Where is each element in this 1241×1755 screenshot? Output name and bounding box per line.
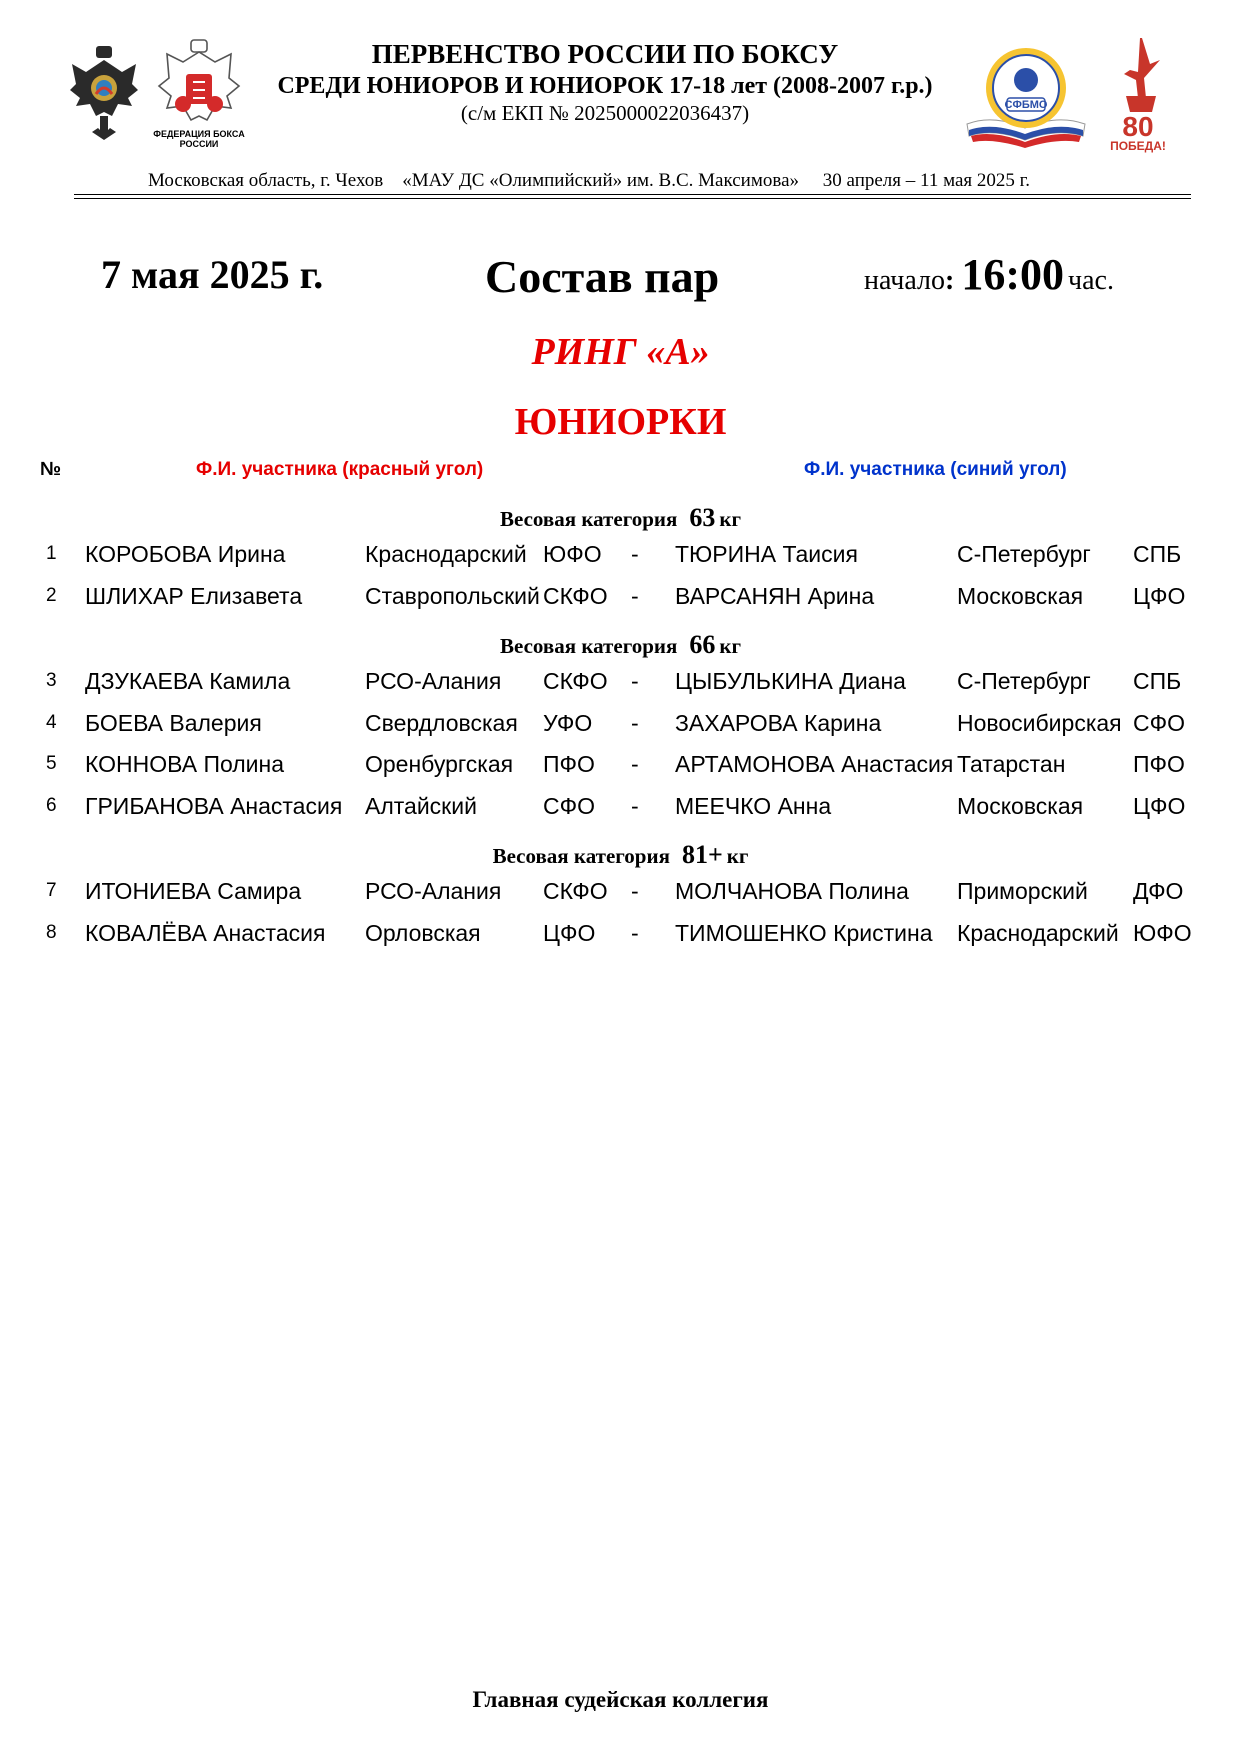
- blue-boxer-district: СПБ: [1133, 541, 1182, 567]
- bout-number: 2: [46, 585, 57, 606]
- sfbmo-emblem-logo: [963, 44, 1089, 148]
- blue-boxer-region: С-Петербург: [957, 541, 1091, 567]
- blue-boxer-name: ЦЫБУЛЬКИНА Диана: [675, 668, 906, 694]
- bout-row: [0, 581, 1241, 611]
- red-boxer-district: УФО: [543, 710, 593, 736]
- weight-category-label: Весовая категория: [499, 507, 678, 531]
- blue-boxer-name: МОЛЧАНОВА Полина: [675, 878, 909, 904]
- red-boxer-district: ПФО: [543, 751, 595, 777]
- bout-number: 1: [46, 543, 57, 564]
- red-boxer-region: РСО-Алания: [365, 668, 502, 694]
- bout-separator: -: [631, 878, 639, 904]
- column-header-red-corner: Ф.И. участника (красный угол): [196, 459, 484, 480]
- red-boxer-name: ГРИБАНОВА Анастасия: [85, 793, 343, 819]
- weight-category-value: 66: [689, 630, 716, 659]
- red-boxer-district: ЮФО: [543, 541, 602, 567]
- victory-logo-number: 80: [1122, 111, 1154, 142]
- start-time: 16:00: [961, 250, 1065, 299]
- bout-row: [0, 666, 1241, 696]
- session-date: 7 мая 2025 г.: [101, 252, 324, 297]
- blue-boxer-district: СФО: [1133, 710, 1185, 736]
- red-boxer-name: КОРОБОВА Ирина: [85, 541, 286, 567]
- blue-boxer-district: ЦФО: [1133, 583, 1186, 609]
- venue-line: Московская область, г. Чехов «МАУ ДС «Олимпийский» им. В.С. Максимова» 30 апреля – 11 мая 2025 г.: [148, 170, 1031, 191]
- start-time-block: начало: 16:00 час.: [864, 250, 1114, 299]
- victory-logo-text: ПОБЕДА!: [1110, 139, 1166, 153]
- bout-separator: -: [631, 583, 639, 609]
- chief-judges-panel: Главная судейская коллегия: [472, 1687, 769, 1712]
- start-label: начало: [864, 265, 946, 296]
- blue-boxer-name: ТИМОШЕНКО Кристина: [675, 920, 933, 946]
- blue-boxer-name: ТЮРИНА Таисия: [675, 541, 858, 567]
- bout-number: 8: [46, 922, 57, 943]
- blue-boxer-name: ЗАХАРОВА Карина: [675, 710, 882, 736]
- bout-separator: -: [631, 920, 639, 946]
- red-boxer-region: Орловская: [365, 920, 481, 946]
- bout-separator: -: [631, 710, 639, 736]
- red-boxer-name: КОВАЛЁВА Анастасия: [85, 920, 326, 946]
- document-title: Состав пар: [485, 251, 720, 302]
- victory-80-logo: [1100, 34, 1182, 154]
- red-boxer-district: СФО: [543, 793, 595, 819]
- red-boxer-district: СКФО: [543, 668, 608, 694]
- federation-logo-caption: ФЕДЕРАЦИЯ БОКСА РОССИИ: [153, 129, 245, 149]
- weight-category-heading: [0, 840, 1241, 874]
- weight-category-heading: [0, 503, 1241, 537]
- header-divider: [74, 194, 1191, 195]
- red-boxer-region: Ставропольский: [365, 583, 540, 609]
- weight-category-heading: [0, 630, 1241, 664]
- red-boxer-district: СКФО: [543, 878, 608, 904]
- ring-label: РИНГ «А»: [531, 331, 710, 373]
- red-boxer-region: Свердловская: [365, 710, 518, 736]
- weight-category-value: 63: [689, 503, 716, 532]
- bout-row: [0, 876, 1241, 906]
- blue-boxer-region: Московская: [957, 793, 1084, 819]
- start-unit: час.: [1068, 265, 1114, 296]
- red-boxer-district: ЦФО: [543, 920, 596, 946]
- red-boxer-region: Оренбургская: [365, 751, 514, 777]
- blue-boxer-region: С-Петербург: [957, 668, 1091, 694]
- bout-row: [0, 749, 1241, 779]
- red-boxer-name: БОЕВА Валерия: [85, 710, 262, 736]
- blue-boxer-name: ВАРСАНЯН Арина: [675, 583, 875, 609]
- bout-number: 4: [46, 712, 57, 733]
- bout-number: 5: [46, 753, 57, 774]
- ministry-sport-emblem-logo: [66, 42, 142, 142]
- red-boxer-name: КОННОВА Полина: [85, 751, 285, 777]
- header-divider-thin: [74, 198, 1191, 199]
- bout-row: [0, 708, 1241, 738]
- group-label: ЮНИОРКИ: [514, 401, 727, 443]
- red-boxer-name: ИТОНИЕВА Самира: [85, 878, 302, 904]
- bout-separator: -: [631, 541, 639, 567]
- bout-separator: -: [631, 668, 639, 694]
- bout-row: [0, 539, 1241, 569]
- weight-category-value: 81+: [681, 840, 723, 869]
- championship-title: ПЕРВЕНСТВО РОССИИ ПО БОКСУ: [371, 39, 839, 69]
- weight-category-label: Весовая категория: [499, 634, 678, 658]
- blue-boxer-region: Новосибирская: [957, 710, 1122, 736]
- weight-category-label: Весовая категория: [492, 844, 670, 868]
- column-header-number: №: [40, 459, 62, 480]
- blue-boxer-district: СПБ: [1133, 668, 1182, 694]
- weight-category-unit: кг: [719, 634, 741, 658]
- bout-number: 6: [46, 795, 57, 816]
- blue-boxer-district: ЮФО: [1133, 920, 1192, 946]
- bout-row: [0, 918, 1241, 948]
- column-header-blue-corner: Ф.И. участника (синий угол): [804, 459, 1067, 480]
- weight-category-unit: кг: [726, 844, 749, 868]
- red-boxer-name: ДЗУКАЕВА Камила: [85, 668, 291, 694]
- blue-boxer-district: ЦФО: [1133, 793, 1186, 819]
- blue-boxer-name: МЕЕЧКО Анна: [675, 793, 832, 819]
- bout-row: [0, 791, 1241, 821]
- blue-boxer-region: Приморский: [957, 878, 1088, 904]
- red-boxer-region: Алтайский: [365, 793, 477, 819]
- red-boxer-region: Краснодарский: [365, 541, 527, 567]
- championship-subtitle: СРЕДИ ЮНИОРОВ И ЮНИОРОК 17-18 лет (2008-2007 г.р.): [277, 73, 933, 99]
- blue-boxer-district: ДФО: [1133, 878, 1184, 904]
- red-boxer-region: РСО-Алания: [365, 878, 502, 904]
- blue-boxer-name: АРТАМОНОВА Анастасия: [675, 751, 954, 777]
- blue-boxer-region: Московская: [957, 583, 1084, 609]
- ekp-number: (с/м ЕКП № 2025000022036437): [460, 101, 750, 125]
- sfbmo-logo-text: СФБМО: [1004, 99, 1048, 111]
- bout-number: 3: [46, 670, 57, 691]
- blue-boxer-district: ПФО: [1133, 751, 1185, 777]
- blue-boxer-region: Краснодарский: [957, 920, 1119, 946]
- red-boxer-district: СКФО: [543, 583, 608, 609]
- bout-separator: -: [631, 751, 639, 777]
- blue-boxer-region: Татарстан: [957, 751, 1066, 777]
- bout-number: 7: [46, 880, 57, 901]
- red-boxer-name: ШЛИХАР Елизавета: [85, 583, 303, 609]
- bout-separator: -: [631, 793, 639, 819]
- weight-category-unit: кг: [719, 507, 741, 531]
